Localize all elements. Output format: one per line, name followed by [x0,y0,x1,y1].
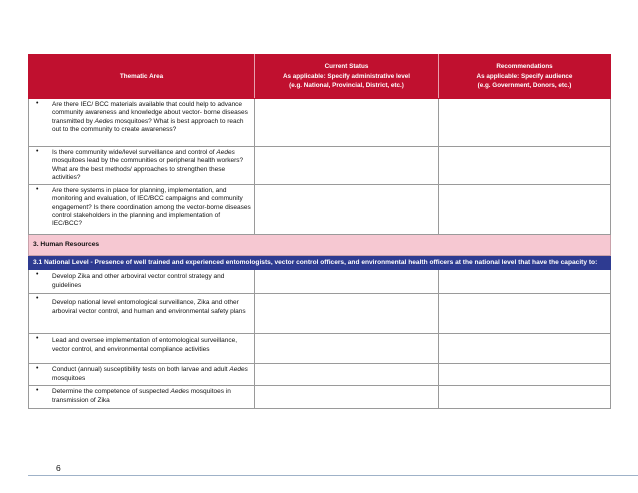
bullet-icon: • [36,148,39,155]
table-row [29,147,611,185]
table-row [29,364,611,386]
table-header-row [29,55,611,99]
footer-divider [28,475,638,476]
header-recommendations [439,55,611,99]
row-text-pre: Lead and oversee implementation of entomological surveillance, vector control, and environmental compliance activities [52,337,237,353]
thematic-cell [29,364,255,386]
thematic-cell [29,270,255,294]
header-current-status-sub2: (e.g. National, Provincial, District, etc.) [289,82,404,90]
row-text-em: Aedes [94,117,114,125]
bullet-icon: • [36,295,39,303]
recommendation-cell[interactable] [439,334,611,364]
row-text-pre: Is there community wide/level surveillance and control of [52,149,217,156]
row-text-pre: Are there systems in place for planning, implementation, and monitoring and evaluation, of IEC/BCC campaigns and community engagement? Is there coordination among the vector-borne diseases control stakeholders in the planning and implementation of IEC/BCC? [52,187,251,228]
bullet-icon: • [36,100,39,107]
status-cell[interactable] [255,364,439,386]
row-text-post: mosquitoes in transmission of Zika [52,388,231,404]
row-text-em: Aedes [216,149,235,156]
thematic-cell [29,386,255,409]
header-current-status-title: Current Status [324,63,369,71]
recommendation-cell[interactable] [439,386,611,409]
thematic-cell [29,185,255,235]
section-title: 3. Human Resources [29,235,611,256]
bullet-icon: • [36,387,39,395]
table-row [29,185,611,235]
row-text-post: mosquitoes [52,374,86,382]
status-cell[interactable] [255,270,439,294]
recommendation-cell[interactable] [439,294,611,334]
header-recommendations-title: Recommendations [496,63,553,71]
thematic-cell [29,147,255,185]
row-text-em: Aedes [229,366,248,374]
header-recommendations-sub2: (e.g. Government, Donors, etc.) [477,82,572,90]
table-row [29,294,611,334]
status-cell[interactable] [255,294,439,334]
status-cell[interactable] [255,147,439,185]
table-row [29,386,611,409]
thematic-cell [29,294,255,334]
row-text-pre: Conduct (annual) susceptibility tests on both larvae and adult [52,366,230,374]
status-cell[interactable] [255,185,439,235]
table-row [29,270,611,294]
page-number: 6 [56,463,61,473]
table-row [29,334,611,364]
row-text-post: mosquitoes? What is best approach to reach out to the community to create awareness? [52,117,244,133]
row-text-em: Aedes [170,388,189,396]
row-text-pre: Determine the competence of suspected [52,388,171,396]
bullet-icon: • [36,335,39,343]
subsection-title: 3.1 National Level - Presence of well trained and experienced entomologists, vector control officers, and environmental health officers at the national level that have the capacity to: [29,256,611,270]
row-text-pre: Develop national level entomological surveillance, Zika and other arboviral vector control, and human and environmental safety plans [52,299,246,315]
recommendation-cell[interactable] [439,99,611,147]
status-cell[interactable] [255,386,439,409]
section-row [29,235,611,256]
subsection-row [29,256,611,270]
thematic-cell [29,334,255,364]
bullet-icon: • [36,271,39,279]
row-text-post: mosquitoes lead by the communities or peripheral health workers? What are the best methods/ approaches to strengthen these activities? [52,157,244,181]
header-current-status [255,55,439,99]
status-cell[interactable] [255,334,439,364]
recommendation-cell[interactable] [439,185,611,235]
header-thematic-area: Thematic Area [29,55,255,99]
bullet-icon: • [36,186,39,193]
assessment-table [28,54,611,409]
header-current-status-sub1: As applicable: Specify administrative level [282,72,411,80]
row-text-pre: Develop Zika and other arboviral vector control strategy and guidelines [52,273,225,289]
status-cell[interactable] [255,99,439,147]
row-text-pre: Are there IEC/ BCC materials available that could help to advance community awareness and knowledge about vector- borne diseases transmitted by [52,101,248,125]
recommendation-cell[interactable] [439,270,611,294]
bullet-icon: • [36,365,39,373]
thematic-cell [29,99,255,147]
table-row [29,99,611,147]
recommendation-cell[interactable] [439,364,611,386]
recommendation-cell[interactable] [439,147,611,185]
header-recommendations-sub1: As applicable: Specify audience [476,72,573,80]
